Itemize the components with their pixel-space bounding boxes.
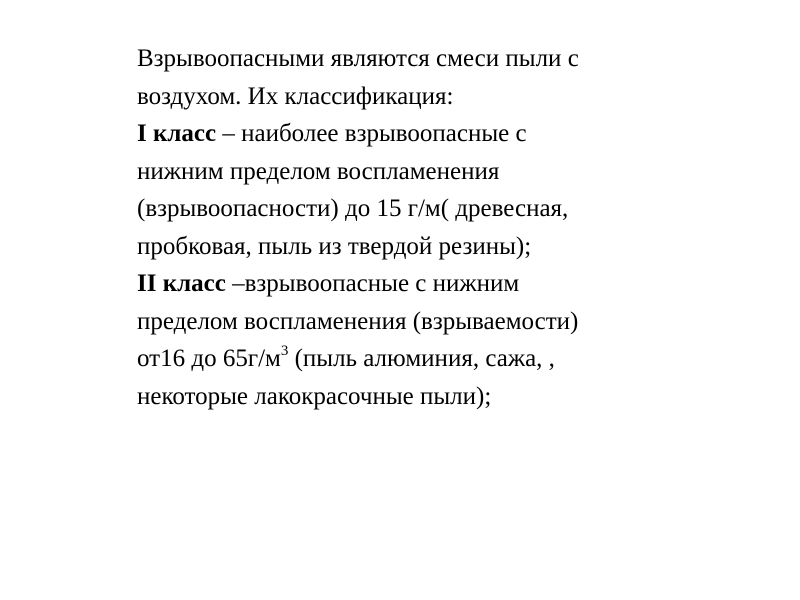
text-line: Взрывоопасными являются смеси пыли с (137, 45, 579, 72)
class-one-description: – наиболее взрывоопасные с (216, 120, 527, 147)
text-line: некоторые лакокрасочные пыли); (137, 382, 492, 410)
text-line: пределом воспламенения (взрываемости) (137, 307, 579, 335)
text-line: нижним пределом воспламенения (137, 157, 500, 185)
class-two-label: II класс (137, 270, 226, 297)
class-two-description: –взрывоопасные с нижним (225, 270, 520, 297)
class-two-line (137, 265, 737, 303)
text-line: пробковая, пыль из твердой резины); (137, 232, 532, 260)
class-one-label: I класс (137, 120, 217, 147)
cubic-superscript: 3 (280, 342, 289, 359)
text-line: воздухом. Их классификация: (137, 82, 454, 110)
examples-text: (пыль алюминия, сажа, , (288, 345, 555, 372)
concentration-range: от16 до 65г/м (137, 345, 281, 372)
class-one-line (137, 115, 737, 153)
classification-text (137, 40, 737, 415)
concentration-line (137, 340, 737, 378)
text-line: (взрывоопасности) до 15 г/м( древесная, (137, 195, 569, 222)
